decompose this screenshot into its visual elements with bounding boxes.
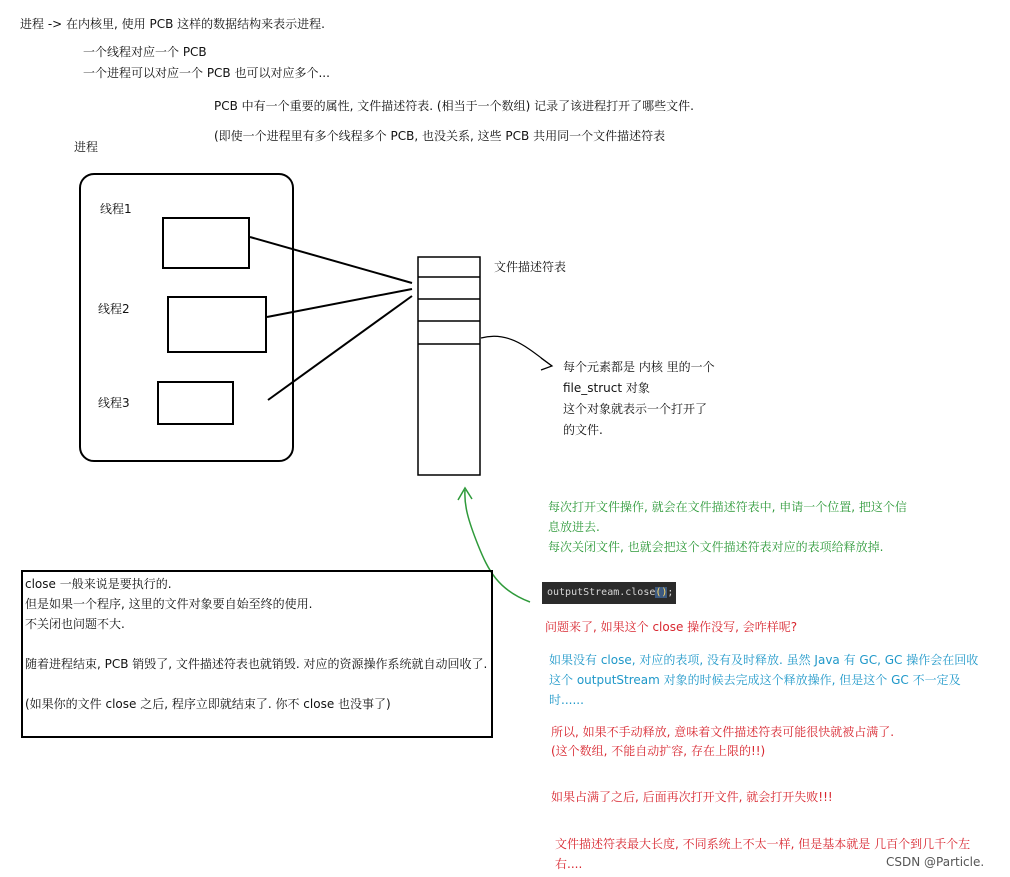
element-note xyxy=(563,357,715,441)
code-snippet xyxy=(542,582,676,604)
close-explanation-text xyxy=(25,574,487,714)
close-line: 但是如果一个程序, 这里的文件对象要自始至终的使用. xyxy=(25,597,313,611)
thread-1-pcb-box xyxy=(163,218,249,268)
red-note-line: 文件描述符表最大长度, 不同系统上不太一样, 但是基本就是 几百个到几千个左 xyxy=(555,837,971,851)
thread-2-label: 线程2 xyxy=(98,302,130,316)
green-note-line: 每次关闭文件, 也就会把这个文件描述符表对应的表项给释放掉. xyxy=(548,540,884,554)
element-note-line: 每个元素都是 内核 里的一个 xyxy=(563,360,715,374)
code-suffix: ; xyxy=(667,587,674,598)
red-note-line: (这个数组, 不能自动扩容, 存在上限的!!) xyxy=(551,744,766,758)
red-note-line: 所以, 如果不手动释放, 意味着文件描述符表可能很快就被占满了. xyxy=(551,725,895,739)
code-parens: () xyxy=(655,587,668,598)
blue-note xyxy=(549,650,978,710)
green-note-line: 每次打开文件操作, 就会在文件描述符表中, 申请一个位置, 把这个信 xyxy=(548,500,907,514)
red-note-line: 右.... xyxy=(555,857,583,871)
red-note-1 xyxy=(551,723,894,761)
red-note-2: 如果占满了之后, 后面再次打开文件, 就会打开失败!!! xyxy=(551,790,833,804)
fd-table-label: 文件描述符表 xyxy=(494,260,567,274)
blue-note-line: 如果没有 close, 对应的表项, 没有及时释放. 虽然 Java 有 GC, GC 操作会在回收 xyxy=(549,653,979,667)
watermark: CSDN @Particle. xyxy=(886,855,985,869)
close-line-blank xyxy=(25,634,487,654)
green-note xyxy=(548,497,907,557)
thread-1-label: 线程1 xyxy=(100,202,132,216)
close-line: close 一般来说是要执行的. xyxy=(25,577,172,591)
thread-3-pcb-box xyxy=(158,382,233,424)
element-note-line: 这个对象就表示一个打开了 xyxy=(563,402,708,416)
process-label: 进程 xyxy=(74,140,99,154)
green-note-line: 息放进去. xyxy=(548,520,600,534)
element-note-line: 的文件. xyxy=(563,423,603,437)
close-line-blank xyxy=(25,674,487,694)
thread-1-link-line xyxy=(250,237,412,283)
arrow-head-icon xyxy=(541,358,552,370)
element-note-arrow xyxy=(481,336,552,366)
intro-line-3: 一个进程可以对应一个 PCB 也可以对应多个... xyxy=(83,66,330,80)
code-prefix: outputStream.close xyxy=(547,587,656,598)
thread-2-pcb-box xyxy=(168,297,266,352)
intro-line-2: 一个线程对应一个 PCB xyxy=(83,45,207,59)
blue-note-line: 这个 outputStream 对象的时候去完成这个释放操作, 但是这个 GC 不一定及 xyxy=(549,673,961,687)
question-text: 问题来了, 如果这个 close 操作没写, 会咋样呢? xyxy=(545,620,798,634)
close-line: 随着进程结束, PCB 销毁了, 文件描述符表也就销毁. 对应的资源操作系统就自动回收了. xyxy=(25,657,488,671)
fd-table-box xyxy=(418,257,480,475)
close-explanation-box xyxy=(21,570,493,738)
thread-3-label: 线程3 xyxy=(98,396,130,410)
intro-line-5: (即使一个进程里有多个线程多个 PCB, 也没关系, 这些 PCB 共用同一个文件描述符表 xyxy=(214,129,666,143)
blue-note-line: 时...... xyxy=(549,693,584,707)
intro-line-1: 进程 -> 在内核里, 使用 PCB 这样的数据结构来表示进程. xyxy=(20,17,325,31)
thread-3-link-line xyxy=(268,296,412,400)
intro-line-4: PCB 中有一个重要的属性, 文件描述符表. (相当于一个数组) 记录了该进程打开了哪些文件. xyxy=(214,99,694,113)
close-line: (如果你的文件 close 之后, 程序立即就结束了. 你不 close 也没事了) xyxy=(25,697,391,711)
close-line: 不关闭也问题不大. xyxy=(25,617,125,631)
element-note-line: file_struct 对象 xyxy=(563,381,650,395)
